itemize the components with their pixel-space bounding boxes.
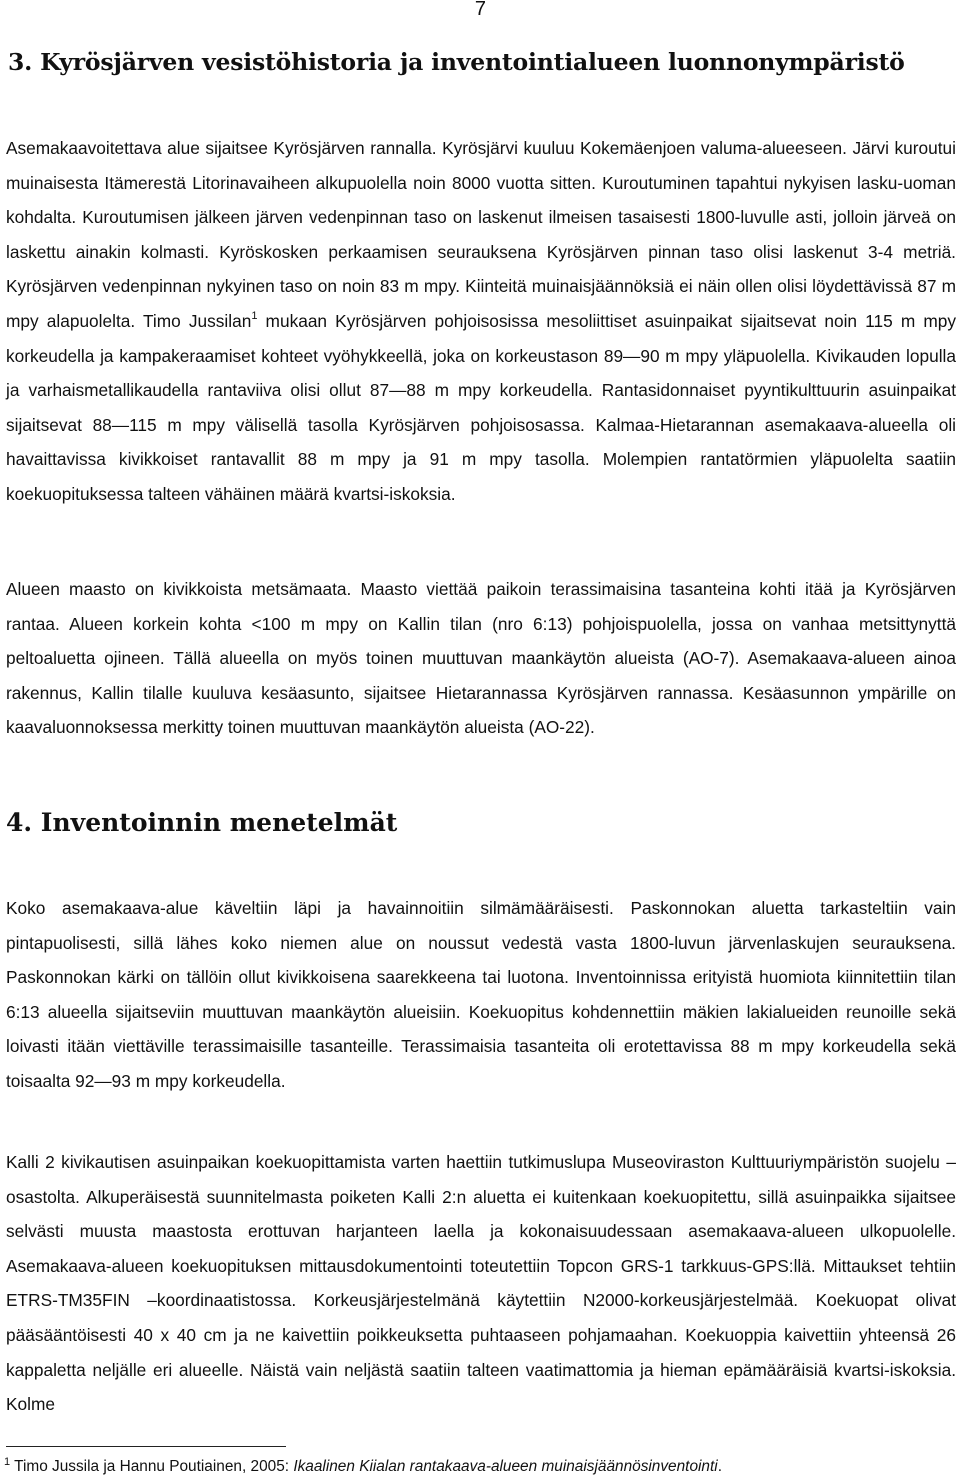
paragraph-text: mukaan Kyrösjärven pohjoisosissa mesoliittiset asuinpaikat sijaitsevat noin 115 m mpy korkeudella ja kampakeraamiset kohteet vyöhykkeellä, joka on korkeustason 89—90 m mpy yläpuolella. Kivikauden lopulla ja varhaismetallikaudella rantaviiva olisi ollut 87—88 m mpy korkeudella. Rantasidonnaiset pyyntikulttuurin asuinpaikat sijaitsevat 88—115 m mpy välisellä tasolla Kyrösjärven pohjoisosassa. Kalmaa-Hietarannan asemakaava-alueella oli havaittavissa kivikkoiset rantavallit 88 m mpy ja 91 m mpy tasolla. Molempien rantatörmien yläpuolelta saatiin koekuopituksessa talteen vähäinen määrä kvartsi-iskoksia. [6, 310, 956, 504]
section-3-paragraph-2: Alueen maasto on kivikkoista metsämaata. Maasto viettää paikoin terassimaisina tasanteina kohti itää ja Kyrösjärven rantaa. Alueen korkein kohta <100 m mpy on Kallin tilan (nro 6:13) pohjoispuolella, jossa on vanhaa metsittynyttä peltoaluetta ojineen. Tällä alueella on myös toinen muuttuvan maankäytön alueista (AO-7). Asemakaava-alueen ainoa rakennus, Kallin tilalle kuuluva kesäasunto, sijaitsee Hietarannassa Kyrösjärven rannassa. Kesäasunnon ympärille on kaavaluonnoksessa merkitty toinen muuttuvan maankäytön alueista (AO-22). [6, 579, 956, 738]
footnote-reference[interactable]: 1 [251, 310, 258, 323]
section-4-heading: 4. Inventoinnin menetelmät [6, 808, 398, 837]
section-3-paragraph-1 [6, 131, 956, 512]
footnote-title: Ikaalinen Kiialan rantakaava-alueen muinaisjäännösinventointi [293, 1458, 718, 1475]
footnote [4, 1458, 722, 1476]
footnote-authors: Timo Jussila ja Hannu Poutiainen, 2005: [10, 1458, 294, 1475]
section-3-heading: 3. Kyrösjärven vesistöhistoria ja inventointialueen luonnonympäristö [8, 48, 905, 76]
paragraph-text: Asemakaavoitettava alue sijaitsee Kyrösjärven rannalla. Kyrösjärvi kuuluu Kokemäenjoen valuma-alueeseen. Järvi kuroutui muinaisesta Itämerestä Litorinavaiheen alkupuolella noin 8000 vuotta sitten. Kuroutuminen tapahtui nykyisen lasku-uoman kohdalta. Kuroutumisen jälkeen järven vedenpinnan taso on laskenut ilmeisen tasaisesti 1800-luvulle asti, jolloin järveä on laskettu ainakin kolmasti. Kyröskosken perkaamisen seurauksena Kyrösjärven pinnan taso olisi laskenut 3-4 metriä. Kyrösjärven vedenpinnan nykyinen taso on noin 83 m mpy. Kiinteitä muinaisjäännöksiä ei näin ollen olisi löydettävissä 87 m mpy alapuolelta. Timo Jussilan [6, 138, 956, 331]
page-number: 7 [474, 0, 486, 20]
section-4-paragraph-2: Kalli 2 kivikautisen asuinpaikan koekuopittamista varten haettiin tutkimuslupa Museoviraston Kulttuuriympäristön suojelu –osastolta. Alkuperäisestä suunnitelmasta poiketen Kalli 2:n aluetta ei kuitenkaan koekuopitettu, sillä asuinpaikka sijaitsee selvästi muusta maastosta erottuvan harjanteen laella ja kokonaisuudessaan asemakaava-alueen ulkopuolelle. Asemakaava-alueen koekuopituksen mittausdokumentointi toteutettiin Topcon GRS-1 tarkkuus-GPS:llä. Mittaukset tehtiin ETRS-TM35FIN –koordinaatistossa. Korkeusjärjestelmänä käytettiin N2000-korkeusjärjestelmää. Koekuopat olivat pääsääntöisesti 40 x 40 cm ja ne kaivettiin poikkeuksetta puhtaaseen pohjamaahan. Koekuoppia kaivettiin yhteensä 26 kappaletta neljälle eri alueelle. Näistä vain neljästä saatiin talteen vaatimattomia ja hieman epämääräisiä kvartsi-iskoksia. Kolme [6, 1152, 956, 1415]
section-4-paragraph-1: Koko asemakaava-alue käveltiin läpi ja havainnoitiin silmämääräisesti. Paskonnokan aluetta tarkasteltiin vain pintapuolisesti, sillä lähes koko niemen alue on noussut vedestä vasta 1800-luvun järvenlaskujen seurauksena. Paskonnokan kärki on tällöin ollut kivikkoisena saarekkeena tai luotona. Inventoinnissa erityistä huomiota kiinnitettiin tilan 6:13 alueella sijaitseviin muuttuvan maankäytön alueisiin. Koekuopitus kohdennettiin mäkien lakialueiden reunoille sekä loivasti itään viettäville terassimaisille tasanteille. Terassimaisia tasanteita oli erotettavissa 88 m mpy korkeudella sekä toisaalta 92—93 m mpy korkeudella. [6, 898, 956, 1091]
footnote-mark: 1 [4, 1456, 11, 1468]
footnote-divider [6, 1446, 286, 1447]
footnote-end: . [717, 1458, 722, 1475]
